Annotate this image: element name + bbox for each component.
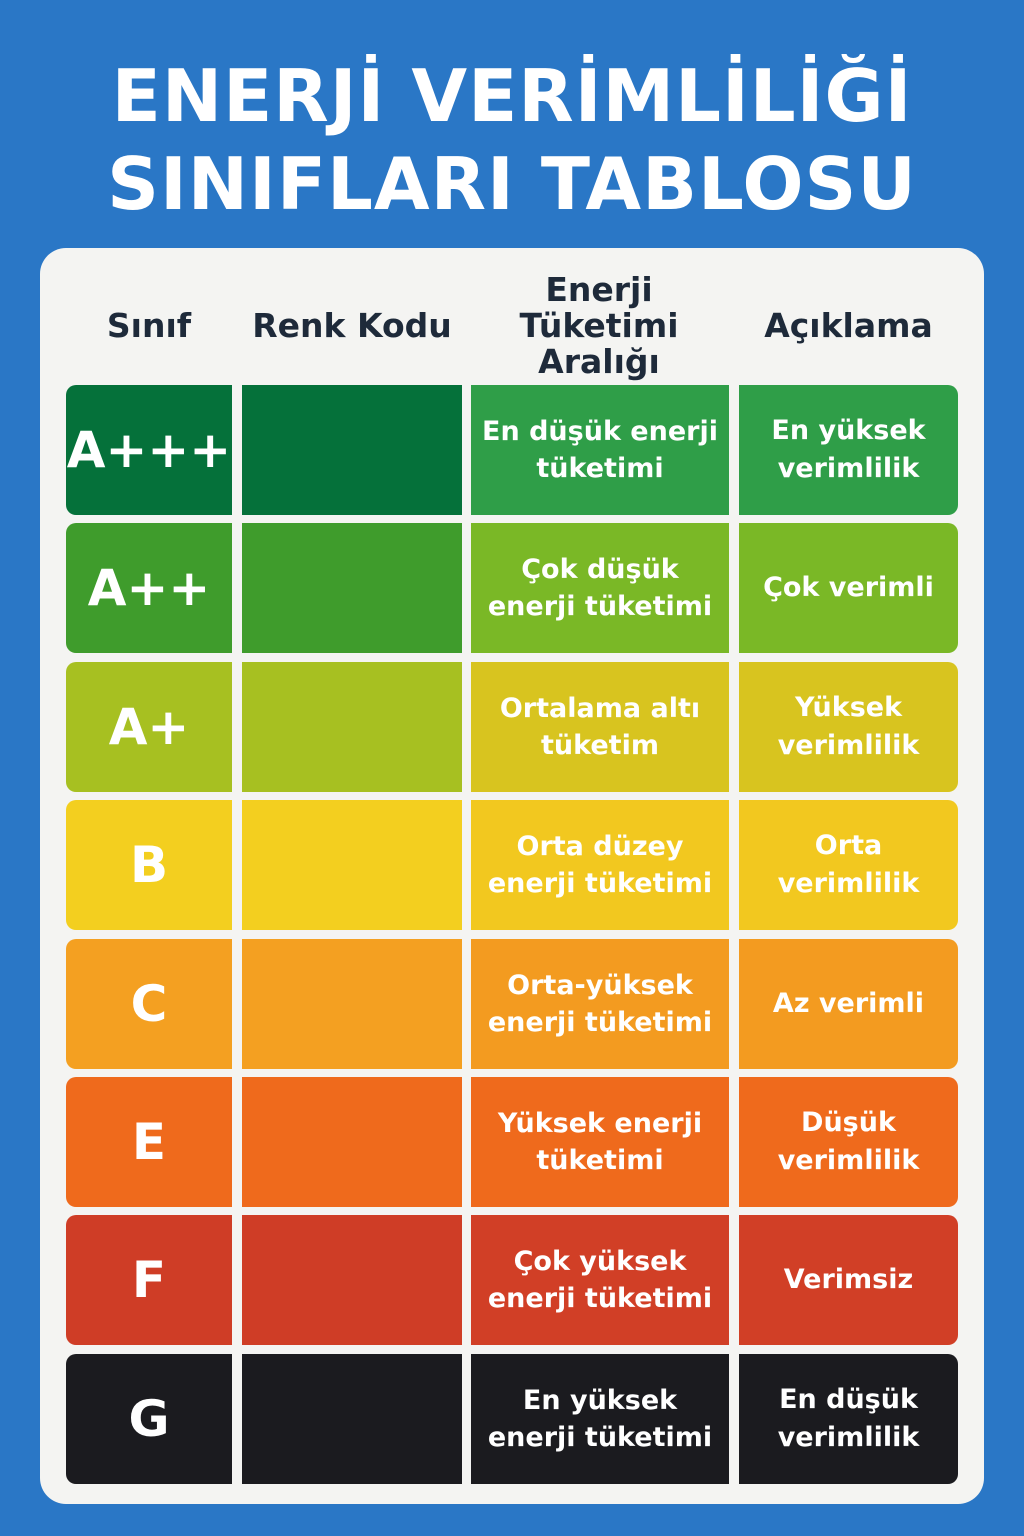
table-row — [66, 662, 958, 792]
consumption-range: Orta düzey enerji tüketimi — [471, 800, 729, 930]
table-row — [66, 1354, 958, 1484]
description: Verimsiz — [739, 1215, 958, 1345]
consumption-range: Ortalama altı tüketim — [471, 662, 729, 792]
header-description: Açıklama — [764, 306, 933, 345]
title-line-2: SINIFLARI TABLOSU — [107, 142, 917, 226]
table-row — [66, 1215, 958, 1345]
color-swatch — [242, 1215, 462, 1345]
table-row — [66, 385, 958, 515]
consumption-range: Çok yüksek enerji tüketimi — [471, 1215, 729, 1345]
color-swatch — [242, 385, 462, 515]
table-row — [66, 800, 958, 930]
color-swatch — [242, 1077, 462, 1207]
description: Az verimli — [739, 939, 958, 1069]
header-class: Sınıf — [106, 306, 192, 345]
consumption-range: Yüksek enerji tüketimi — [471, 1077, 729, 1207]
title-line-1: ENERJİ VERİMLİLİĞİ — [111, 54, 913, 138]
header-color-code: Renk Kodu — [252, 306, 452, 345]
consumption-range: En düşük enerji tüketimi — [471, 385, 729, 515]
class-label: B — [66, 800, 232, 930]
description: Yüksek verimlilik — [739, 662, 958, 792]
color-swatch — [242, 523, 462, 653]
description: Orta verimlilik — [739, 800, 958, 930]
description: En düşük verimlilik — [739, 1354, 958, 1484]
table-row — [66, 523, 958, 653]
description: En yüksek verimlilik — [739, 385, 958, 515]
color-swatch — [242, 800, 462, 930]
description: Çok verimli — [739, 523, 958, 653]
class-label: A+++ — [66, 385, 232, 515]
class-label: C — [66, 939, 232, 1069]
consumption-range: Çok düşük enerji tüketimi — [471, 523, 729, 653]
table-row — [66, 1077, 958, 1207]
class-label: F — [66, 1215, 232, 1345]
color-swatch — [242, 939, 462, 1069]
table-row — [66, 939, 958, 1069]
header-consumption-range: Enerji Tüketimi Aralığı — [519, 270, 679, 381]
description: Düşük verimlilik — [739, 1077, 958, 1207]
class-label: E — [66, 1077, 232, 1207]
consumption-range: En yüksek enerji tüketimi — [471, 1354, 729, 1484]
class-label: G — [66, 1354, 232, 1484]
class-label: A+ — [66, 662, 232, 792]
color-swatch — [242, 1354, 462, 1484]
color-swatch — [242, 662, 462, 792]
consumption-range: Orta-yüksek enerji tüketimi — [471, 939, 729, 1069]
class-label: A++ — [66, 523, 232, 653]
page-title — [0, 52, 1024, 228]
